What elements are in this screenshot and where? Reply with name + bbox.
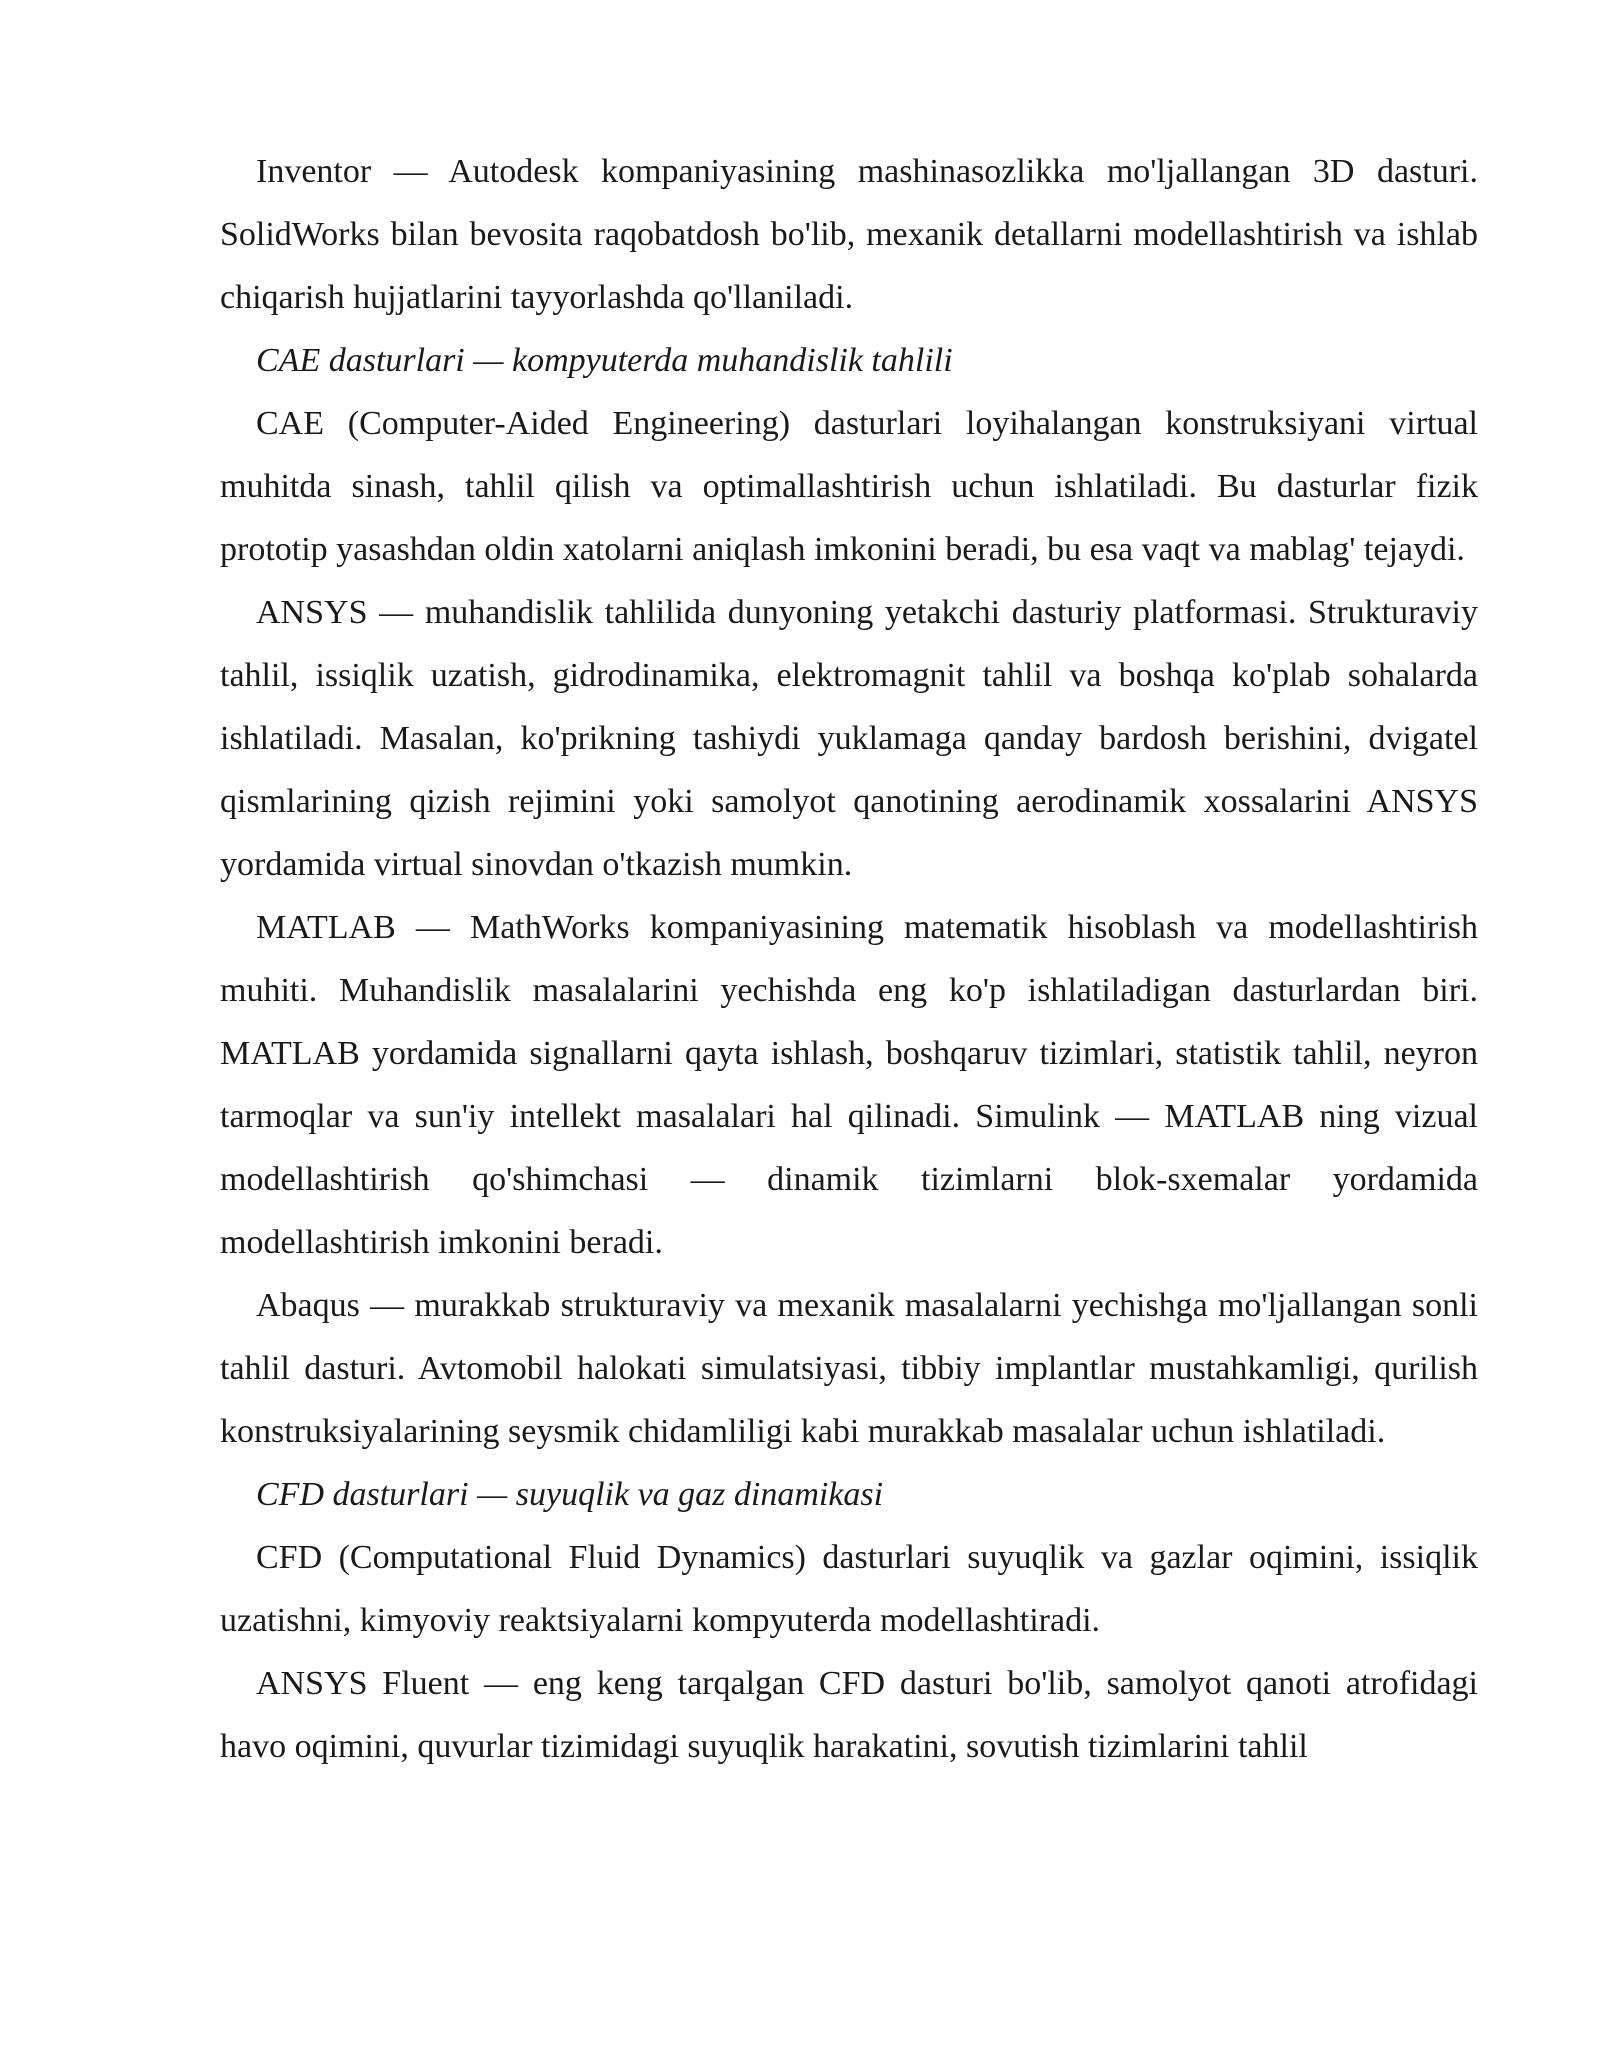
paragraph-ansys-fluent: ANSYS Fluent — eng keng tarqalgan CFD dasturi bo'lib, samolyot qanoti atrofidagi havo oqimini, quvurlar tizimidagi suyuqlik harakatini, sovutish tizimlarini tahlil (220, 1665, 1478, 1765)
paragraph-cae-intro: CAE (Computer-Aided Engineering) dasturlari loyihalangan konstruksiyani virtual muhitda sinash, tahlil qilish va optimallashtirish uchun ishlatiladi. Bu dasturlar fizik prototip yasashdan oldin xatolarni aniqlash imkonini beradi, bu esa vaqt va mablag' tejaydi. (220, 405, 1478, 568)
paragraph-inventor: Inventor — Autodesk kompaniyasining mashinasozlikka mo'ljallangan 3D dasturi. SolidWorks bilan bevosita raqobatdosh bo'lib, mexanik detallarni modellashtirish va ishlab chiqarish hujjatlarini tayyorlashda qo'llaniladi. (220, 153, 1478, 316)
paragraph-ansys: ANSYS — muhandislik tahlilida dunyoning yetakchi dasturiy platformasi. Strukturaviy tahlil, issiqlik uzatish, gidrodinamika, elektromagnit tahlil va boshqa ko'plab sohalarda ishlatiladi. Masalan, ko'prikning tashiydi yuklamaga qanday bardosh berishini, dvigatel qismlarining qizish rejimini yoki samolyot qanotining aerodinamik xossalarini ANSYS yordamida virtual sinovdan o'tkazish mumkin. (220, 594, 1478, 883)
section-heading-cae: CAE dasturlari — kompyuterda muhandislik tahlili (256, 342, 953, 379)
section-heading-cfd: CFD dasturlari — suyuqlik va gaz dinamikasi (256, 1476, 884, 1513)
paragraph-matlab: MATLAB — MathWorks kompaniyasining matematik hisoblash va modellashtirish muhiti. Muhandislik masalalarini yechishda eng ko'p ishlatiladigan dasturlardan biri. MATLAB yordamida signallarni qayta ishlash, boshqaruv tizimlari, statistik tahlil, neyron tarmoqlar va sun'iy intellekt masalalari hal qilinadi. Simulink — MATLAB ning vizual modellashtirish qo'shimchasi — dinamik tizimlarni blok-sxemalar yordamida modellashtirish imkonini beradi. (220, 909, 1478, 1261)
paragraph-cfd-intro: CFD (Computational Fluid Dynamics) dasturlari suyuqlik va gazlar oqimini, issiqlik uzatishni, kimyoviy reaktsiyalarni kompyuterda modellashtiradi. (220, 1539, 1478, 1639)
document-body (220, 140, 1478, 1778)
paragraph-abaqus: Abaqus — murakkab strukturaviy va mexanik masalalarni yechishga mo'ljallangan sonli tahlil dasturi. Avtomobil halokati simulatsiyasi, tibbiy implantlar mustahkamligi, qurilish konstruksiyalarining seysmik chidamliligi kabi murakkab masalalar uchun ishlatiladi. (220, 1287, 1478, 1450)
